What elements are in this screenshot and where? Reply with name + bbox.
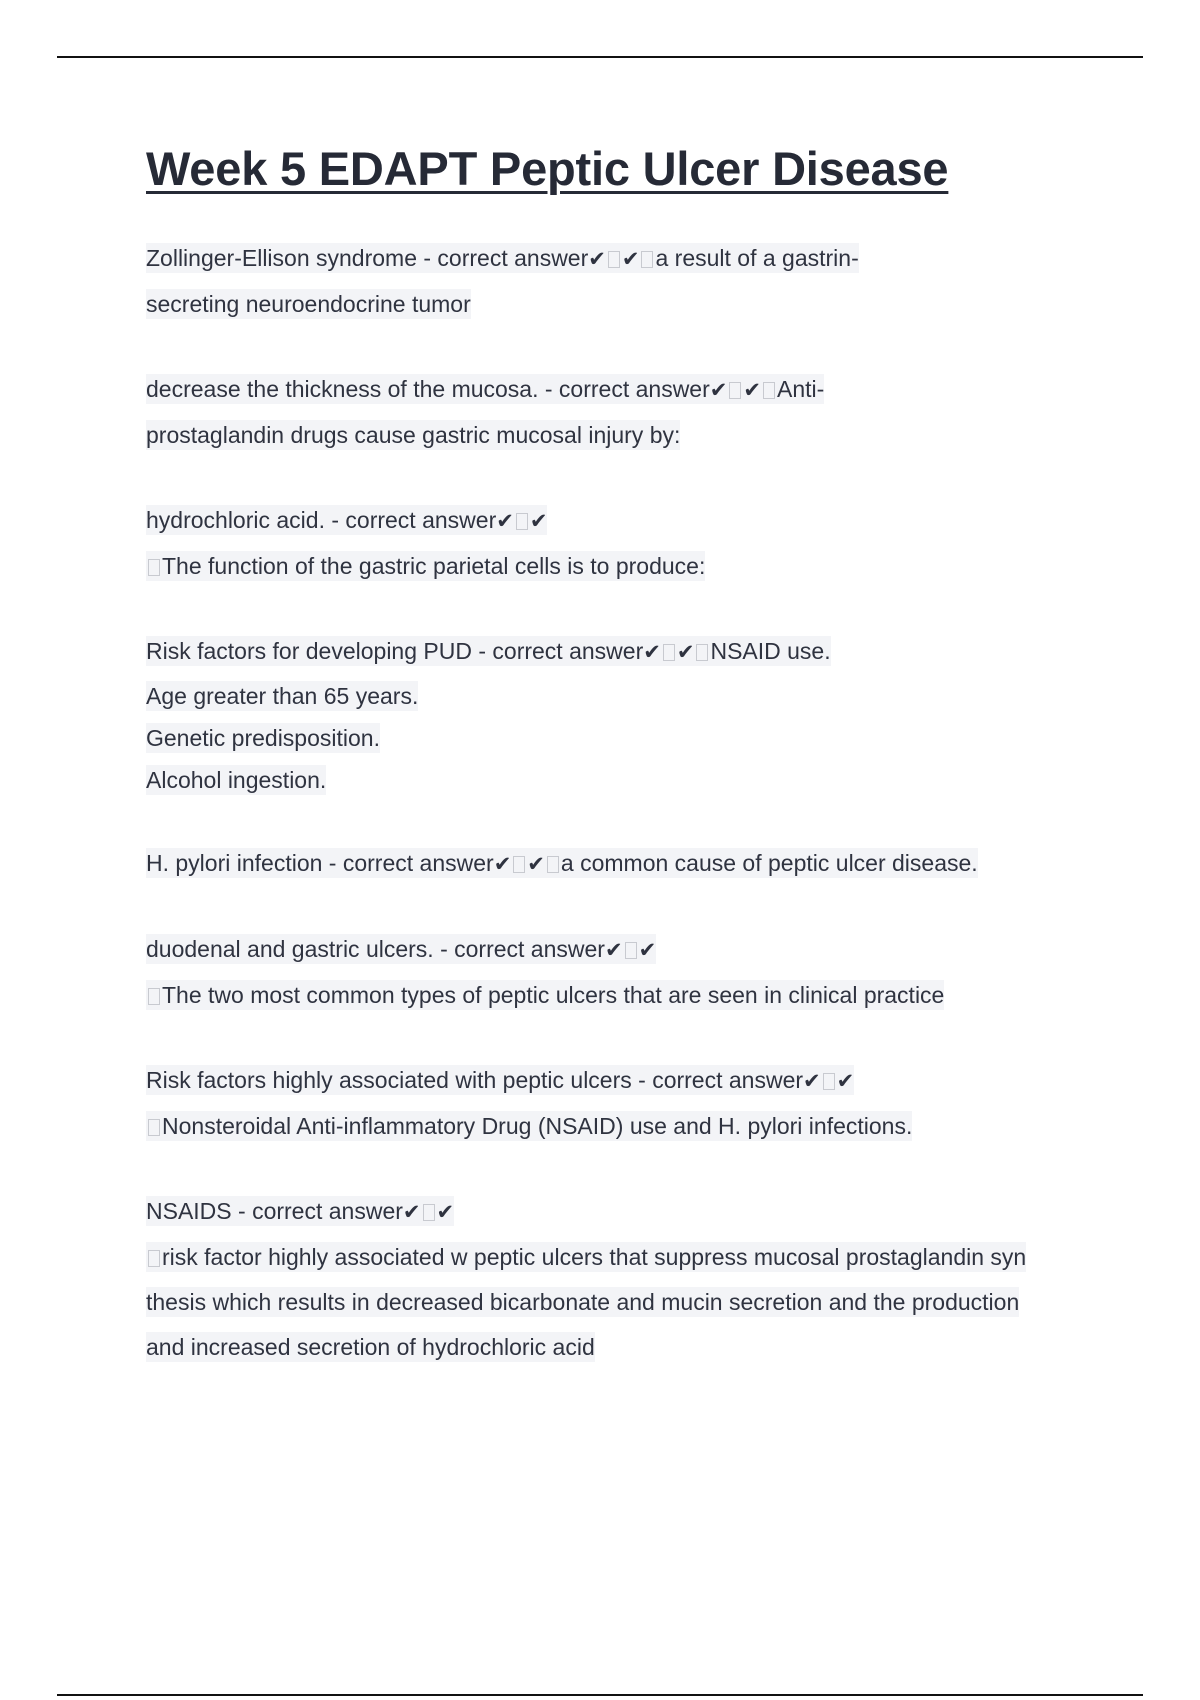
qa-line (146, 498, 1106, 544)
checkmark-icon: ✔ (529, 509, 548, 533)
qa-item (146, 498, 1106, 589)
qa-line (146, 1189, 1106, 1235)
checkmark-icon: ✔ (496, 509, 514, 533)
qa-answer: Anti- (776, 376, 825, 402)
bottom-rule (57, 1694, 1143, 1696)
document-body (146, 140, 1106, 1410)
qa-line (146, 544, 1106, 589)
qa-answer: NSAID use. (710, 638, 831, 664)
checkmark-icon: ✔ (676, 640, 695, 664)
placeholder-box-icon (423, 1204, 435, 1221)
qa-question: H. pylori infection - correct answer (146, 850, 494, 876)
qa-line (146, 1058, 1106, 1104)
placeholder-box-icon (148, 988, 160, 1005)
checkmark-icon: ✔ (436, 1200, 455, 1224)
qa-item (146, 367, 1106, 458)
checkmark-icon: ✔ (643, 640, 661, 664)
qa-line (146, 675, 1106, 717)
qa-line (146, 1104, 1106, 1149)
qa-item (146, 629, 1106, 801)
qa-question: NSAIDS - correct answer (146, 1198, 403, 1224)
qa-line (146, 629, 1106, 675)
qa-answer-cont: Alcohol ingestion. (146, 767, 327, 793)
qa-line (146, 973, 1106, 1018)
placeholder-box-icon (663, 644, 675, 661)
placeholder-box-icon (148, 1119, 160, 1136)
qa-item (146, 927, 1106, 1018)
placeholder-box-icon (608, 251, 620, 268)
qa-line (146, 282, 1106, 327)
qa-answer: a result of a gastrin- (655, 245, 859, 271)
qa-answer: risk factor highly associated w peptic ulcers that suppress mucosal prostaglandin syn (162, 1244, 1027, 1270)
qa-answer-cont: thesis which results in decreased bicarbonate and mucin secretion and the production (146, 1289, 1020, 1315)
qa-line (146, 841, 1106, 887)
placeholder-box-icon (763, 382, 775, 399)
checkmark-icon: ✔ (527, 852, 545, 876)
qa-line (146, 1235, 1106, 1280)
checkmark-icon: ✔ (743, 378, 761, 402)
qa-question: Risk factors highly associated with peptic ulcers - correct answer (146, 1067, 804, 1093)
checkmark-icon: ✔ (402, 1200, 421, 1224)
qa-item (146, 841, 1106, 887)
qa-question: decrease the thickness of the mucosa. - correct answer (146, 376, 710, 402)
qa-item (146, 1058, 1106, 1149)
placeholder-box-icon (148, 559, 160, 576)
placeholder-box-icon (823, 1073, 835, 1090)
qa-answer-cont: secreting neuroendocrine tumor (146, 291, 471, 317)
placeholder-box-icon (148, 1250, 160, 1267)
qa-answer: The two most common types of peptic ulcers that are seen in clinical practice (162, 982, 945, 1008)
qa-answer-cont: and increased secretion of hydrochloric acid (146, 1334, 595, 1360)
qa-answer: a common cause of peptic ulcer disease. (560, 850, 978, 876)
qa-answer-cont: prostaglandin drugs cause gastric mucosal injury by: (146, 422, 681, 448)
qa-line (146, 717, 1106, 759)
qa-line (146, 759, 1106, 801)
qa-line (146, 236, 1106, 282)
qa-item (146, 236, 1106, 327)
page-title: Week 5 EDAPT Peptic Ulcer Disease (146, 142, 949, 195)
qa-answer: The function of the gastric parietal cells is to produce: (162, 553, 706, 579)
checkmark-icon: ✔ (638, 938, 657, 962)
placeholder-box-icon (729, 382, 741, 399)
top-rule (57, 56, 1143, 58)
qa-line (146, 1280, 1106, 1325)
placeholder-box-icon (547, 856, 559, 873)
qa-answer-cont: Age greater than 65 years. (146, 683, 419, 709)
checkmark-icon: ✔ (621, 247, 640, 271)
qa-line (146, 927, 1106, 973)
checkmark-icon: ✔ (604, 938, 623, 962)
qa-answer-cont: Genetic predisposition. (146, 725, 380, 751)
checkmark-icon: ✔ (803, 1069, 821, 1093)
qa-question: hydrochloric acid. - correct answer (146, 507, 497, 533)
qa-item (146, 1189, 1106, 1370)
checkmark-icon: ✔ (836, 1069, 855, 1093)
checkmark-icon: ✔ (588, 247, 606, 271)
placeholder-box-icon (513, 856, 525, 873)
placeholder-box-icon (516, 513, 528, 530)
qa-question: Risk factors for developing PUD - correct answer (146, 638, 644, 664)
checkmark-icon: ✔ (493, 852, 512, 876)
qa-answer: Nonsteroidal Anti-inflammatory Drug (NSAID) use and H. pylori infections. (162, 1113, 913, 1139)
placeholder-box-icon (696, 644, 708, 661)
qa-line (146, 1325, 1106, 1370)
checkmark-icon: ✔ (709, 378, 728, 402)
qa-question: Zollinger-Ellison syndrome - correct answer (146, 245, 589, 271)
placeholder-box-icon (625, 942, 637, 959)
placeholder-box-icon (641, 251, 653, 268)
qa-line (146, 413, 1106, 458)
qa-line (146, 367, 1106, 413)
qa-question: duodenal and gastric ulcers. - correct answer (146, 936, 605, 962)
